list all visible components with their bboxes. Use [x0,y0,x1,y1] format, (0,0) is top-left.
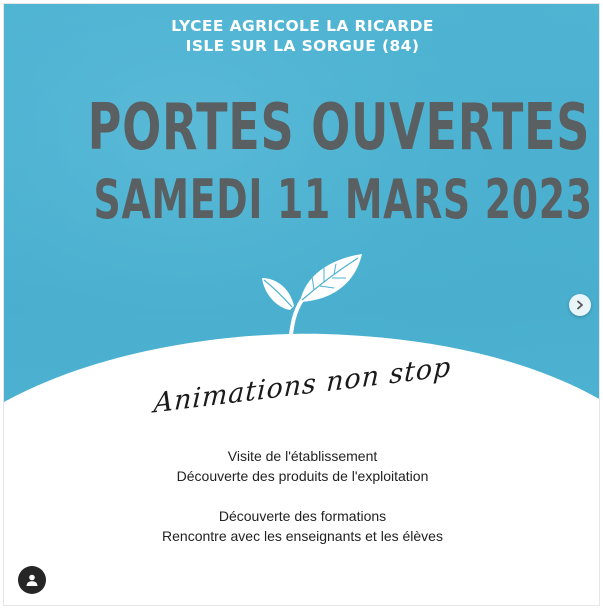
user-icon [25,573,39,587]
activity-item: Découverte des produits de l'exploitation [176,468,429,484]
tagged-users-button[interactable] [18,566,46,594]
post-image[interactable] [3,3,600,606]
school-location: ISLE SUR LA SORGUE (84) [185,37,420,55]
school-name: LYCEE AGRICOLE LA RICARDE [171,17,434,35]
activity-item: Visite de l'établissement [227,448,378,464]
activity-item: Découverte des formations [218,508,387,524]
sprout-illustration [252,250,372,350]
activity-item: Rencontre avec les enseignants et les élèves [162,528,443,544]
chevron-right-icon [575,300,585,310]
tagline-script: Animations non stop [152,351,453,420]
next-slide-button[interactable] [569,294,591,316]
event-date: SAMEDI 11 MARS 2023 [93,168,593,231]
event-title: PORTES OUVERTES [87,91,591,165]
